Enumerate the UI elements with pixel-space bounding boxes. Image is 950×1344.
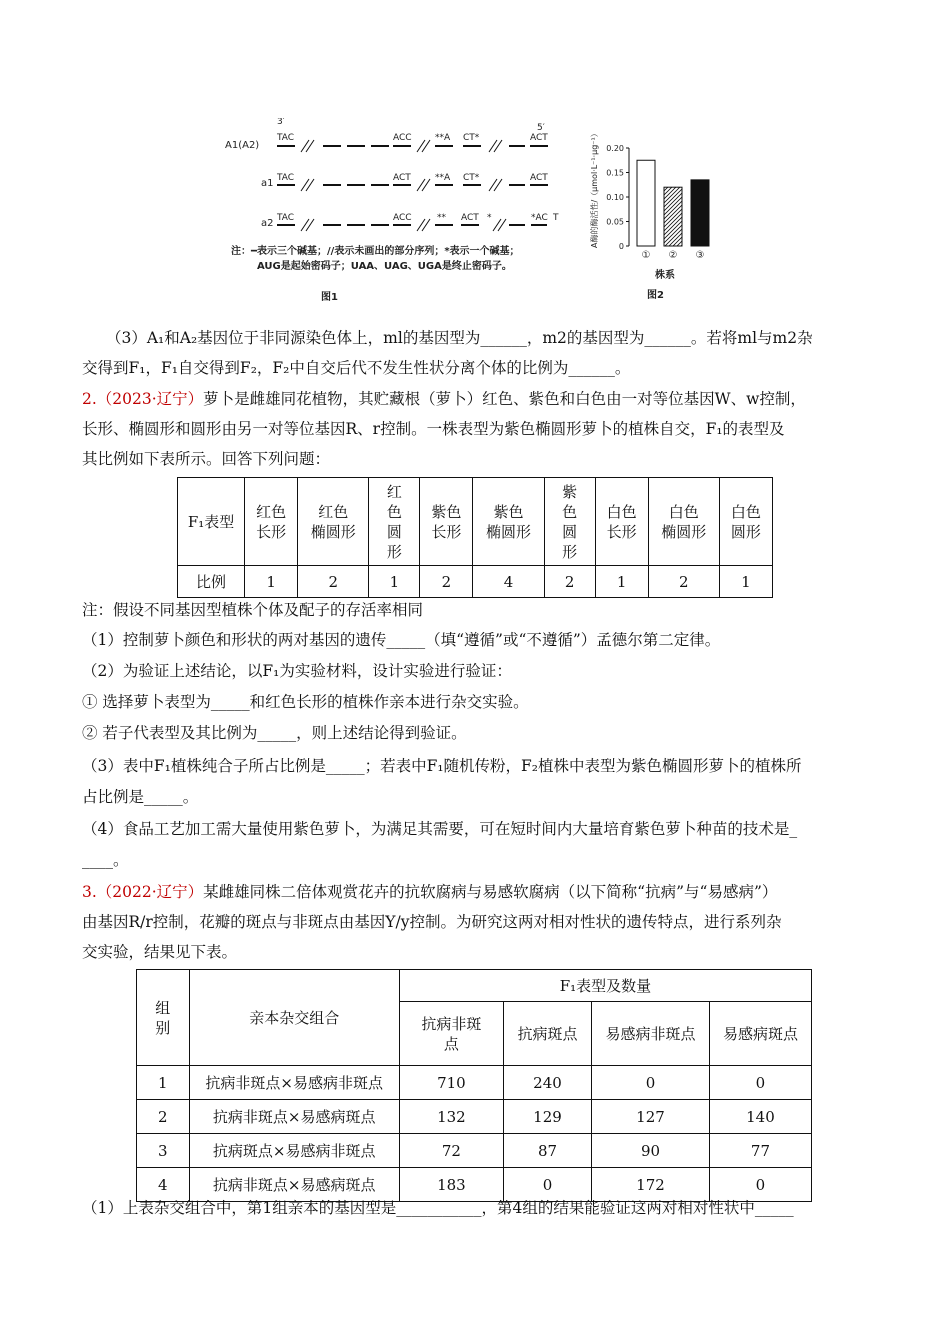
chart-category-label: ② <box>668 250 678 261</box>
table-cell: 2 <box>298 566 369 598</box>
table-header-cell: 易感病非斑点 <box>592 1002 710 1066</box>
q3-previous-line-2: 交得到F₁，F₁自交得到F₂，F₂中自交后代不发生性状分离个体的比例为______。 <box>82 359 631 377</box>
problem-2-table <box>177 477 773 598</box>
table-cell: 1 <box>137 1066 190 1100</box>
codon: **A <box>435 133 451 143</box>
problem-2-q1: （1）控制萝卜颜色和形状的两对基因的遗传_____（填“遵循”或“不遵循”）孟德尔第二定律。 <box>82 631 721 649</box>
problem-3-table <box>136 969 812 1202</box>
chart-y-axis-label: A酶的酶活性/（μmol·L⁻¹·μg⁻¹） <box>590 129 599 248</box>
codon: ACT <box>393 173 411 183</box>
problem-3-q1: （1）上表杂交组合中，第1组亲本的基因型是___________，第4组的结果能验证这两对相对性状中_____ <box>82 1199 794 1217</box>
codon: ACC <box>393 213 412 223</box>
table-cell: 183 <box>399 1168 503 1202</box>
table-cell: 0 <box>592 1066 710 1100</box>
chart-y-tick-label: 0 <box>618 242 624 251</box>
table-cell: 0 <box>709 1168 811 1202</box>
problem-2-q2a: ① 选择萝卜表型为_____和红色长形的植株作亲本进行杂交实验。 <box>82 693 529 711</box>
chart-y-tick-label: 0.10 <box>606 193 624 202</box>
figure-1-note-line-1: 注：━表示三个碱基；//表示未画出的部分序列；*表示一个碱基； <box>231 246 520 257</box>
problem-3-line-1 <box>82 882 777 902</box>
problem-2-q3-line-1: （3）表中F₁植株纯合子所占比例是_____；若表中F₁随机传粉，F₂植株中表型为紫色椭圆形萝卜的植株所 <box>82 757 802 775</box>
table-header-cell: 亲本杂交组合 <box>189 970 399 1066</box>
problem-3-text: 某雌雄同株二倍体观赏花卉的抗软腐病与易感软腐病（以下简称“抗病”与“易感病”） <box>203 883 778 901</box>
table-row <box>137 1100 812 1134</box>
table-cell: 2 <box>420 566 473 598</box>
table-cell: 红色 长形 <box>245 478 298 566</box>
table-cell: 白色 长形 <box>595 478 648 566</box>
problem-2-tag: 2.（2023·辽宁） <box>82 390 204 408</box>
table-cell: 0 <box>709 1066 811 1100</box>
table-cell: 710 <box>399 1066 503 1100</box>
row-label-a1: a1 <box>261 178 274 189</box>
problem-3-tag: 3.（2022·辽宁） <box>82 883 204 901</box>
problem-2-note: 注：假设不同基因型植株个体及配子的存活率相同 <box>82 601 424 619</box>
codon: **A <box>435 173 451 183</box>
table-cell: 1 <box>719 566 772 598</box>
table-row <box>178 478 773 566</box>
problem-2-line-2: 长形、椭圆形和圆形由另一对等位基因R、r控制。一株表型为紫色椭圆形萝卜的植株自交，F₁的表型及 <box>82 420 785 438</box>
row-label-a2: a2 <box>261 218 274 229</box>
codon: ACT <box>530 133 548 143</box>
table-cell: 3 <box>137 1134 190 1168</box>
problem-2-q4-line-1: （4）食品工艺加工需大量使用紫色萝卜，为满足其需要，可在短时间内大量培育紫色萝卜种苗的技术是_ <box>82 820 798 838</box>
table-cell: 白色 圆形 <box>719 478 772 566</box>
table-cell: 1 <box>369 566 420 598</box>
table-cell: 240 <box>503 1066 591 1100</box>
codon: TAC <box>277 133 295 143</box>
table-cell: 90 <box>592 1134 710 1168</box>
table-cell: 抗病斑点×易感病非斑点 <box>189 1134 399 1168</box>
table-cell: 77 <box>709 1134 811 1168</box>
table-cell: 白色 椭圆形 <box>648 478 719 566</box>
chart-y-tick-label: 0.05 <box>606 217 624 227</box>
table-row <box>137 1168 812 1202</box>
codon: TAC <box>277 173 295 183</box>
table-row <box>137 970 812 1002</box>
table-header-cell: 抗病非斑 点 <box>399 1002 503 1066</box>
table-header-cell: 比例 <box>178 566 245 598</box>
row-label-a1a2: A1(A2) <box>225 140 260 151</box>
table-cell: 129 <box>503 1100 591 1134</box>
chart-bar <box>637 160 655 246</box>
chart-bar <box>664 187 682 246</box>
codon: TAC <box>277 213 295 223</box>
table-header-cell: F₁表型及数量 <box>399 970 811 1002</box>
chart-x-axis-label: 株系 <box>655 270 675 281</box>
table-cell: 2 <box>137 1100 190 1134</box>
table-header-cell: 易感病斑点 <box>709 1002 811 1066</box>
table-cell: 140 <box>709 1100 811 1134</box>
codon: * <box>487 213 492 223</box>
table-cell: 抗病非斑点×易感病非斑点 <box>189 1066 399 1100</box>
chart-y-tick-label: 0.15 <box>606 168 624 178</box>
codon: ACT <box>461 213 479 223</box>
table-row <box>137 1066 812 1100</box>
table-cell: 1 <box>595 566 648 598</box>
table-cell: 2 <box>648 566 719 598</box>
codon: T <box>553 213 559 223</box>
codon: *AC <box>531 213 548 223</box>
problem-2-text: 萝卜是雌雄同花植物，其贮藏根（萝卜）红色、紫色和白色由一对等位基因W、w控制， <box>203 390 806 408</box>
figure-1-caption: 图1 <box>321 292 338 303</box>
table-cell: 132 <box>399 1100 503 1134</box>
codon: ACC <box>393 133 412 143</box>
table-cell: 2 <box>544 566 595 598</box>
chart-y-tick-label: 0.20 <box>606 144 624 153</box>
codon: ACT <box>530 173 548 183</box>
figure-1-sequence-diagram <box>225 118 585 308</box>
table-cell: 紫色 椭圆形 <box>473 478 544 566</box>
table-row <box>137 1134 812 1168</box>
table-cell: 4 <box>137 1168 190 1202</box>
problem-2-q2b: ② 若子代表型及其比例为_____，则上述结论得到验证。 <box>82 724 467 742</box>
table-cell: 抗病非斑点×易感病斑点 <box>189 1100 399 1134</box>
table-cell: 红 色 圆 形 <box>369 478 420 566</box>
strand-5prime-label: 5′ <box>537 123 545 133</box>
figure-1-note-line-2: AUG是起始密码子；UAA、UAG、UGA是终止密码子。 <box>257 261 512 272</box>
codon: CT* <box>463 133 480 143</box>
table-row <box>178 566 773 598</box>
table-header-cell: 抗病斑点 <box>503 1002 591 1066</box>
problem-2-q3-line-2: 占比例是_____。 <box>82 788 199 806</box>
table-cell: 1 <box>245 566 298 598</box>
q3-previous-line-1: （3）A₁和A₂基因位于非同源染色体上，ml的基因型为______，m2的基因型为______。若将ml与m2杂 <box>106 329 813 347</box>
problem-3-line-2: 由基因R/r控制，花瓣的斑点与非斑点由基因Y/y控制。为研究这两对相对性状的遗传特点，进行系列杂 <box>82 913 782 931</box>
table-cell: 紫色 长形 <box>420 478 473 566</box>
table-cell: 0 <box>503 1168 591 1202</box>
chart-bar <box>691 180 709 246</box>
table-header-cell: 组 别 <box>137 970 190 1066</box>
table-cell: 紫 色 圆 形 <box>544 478 595 566</box>
table-header-cell: F₁表型 <box>178 478 245 566</box>
problem-3-line-3: 交实验，结果见下表。 <box>82 943 238 961</box>
table-cell: 4 <box>473 566 544 598</box>
table-cell: 127 <box>592 1100 710 1134</box>
table-cell: 抗病非斑点×易感病斑点 <box>189 1168 399 1202</box>
problem-2-q4-line-2: ____。 <box>82 851 129 869</box>
problem-2-line-3: 其比例如下表所示。回答下列问题： <box>82 450 331 468</box>
figure-2-caption: 图2 <box>647 290 664 301</box>
problem-2-q2: （2）为验证上述结论，以F₁为实验材料，设计实验进行验证： <box>82 662 512 680</box>
table-cell: 87 <box>503 1134 591 1168</box>
table-cell: 172 <box>592 1168 710 1202</box>
chart-category-label: ① <box>641 250 651 261</box>
codon: CT* <box>463 173 480 183</box>
codon: ** <box>437 213 446 223</box>
problem-2-line-1 <box>82 389 806 409</box>
table-cell: 72 <box>399 1134 503 1168</box>
figure-2-bar-chart <box>585 118 725 308</box>
strand-3prime-label: 3′ <box>277 118 285 127</box>
chart-category-label: ③ <box>695 250 705 261</box>
table-cell: 红色 椭圆形 <box>298 478 369 566</box>
